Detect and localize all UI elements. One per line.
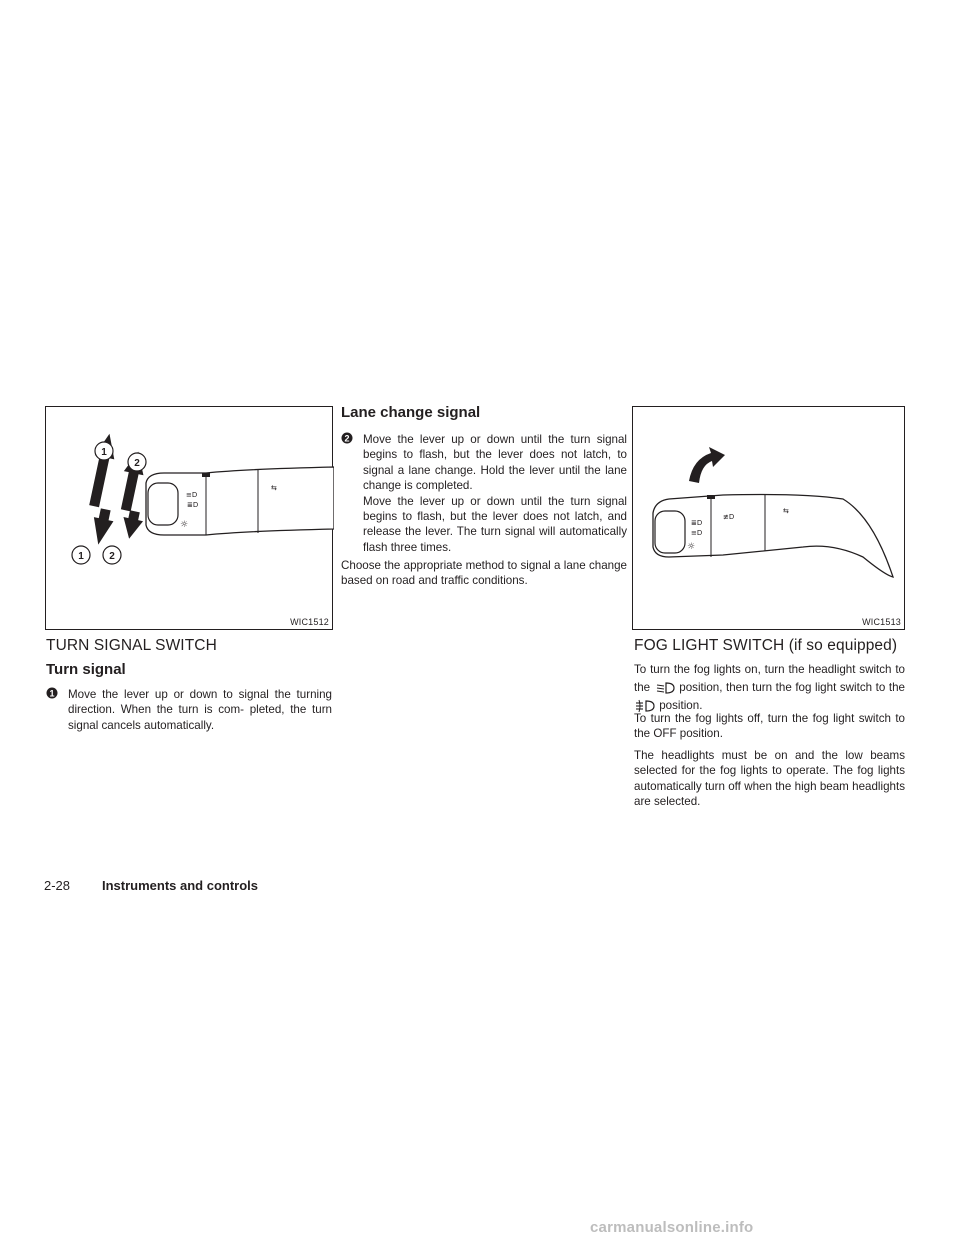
section-title-turn-signal-switch: TURN SIGNAL SWITCH [46, 637, 217, 654]
svg-text:1: 1 [49, 688, 55, 699]
step-1-marker-icon [46, 687, 58, 699]
figure-fog-light [632, 406, 905, 630]
page-number: 2-28 [44, 878, 71, 893]
subsection-title-lane-change: Lane change signal [341, 404, 481, 421]
svg-text:≢D: ≢D [723, 513, 735, 521]
label-2-bottom [103, 546, 121, 564]
svg-text:1: 1 [78, 551, 84, 562]
low-beam-icon [654, 682, 676, 694]
turn-signal-lever-illustration [46, 407, 334, 631]
fog-light-lever-illustration [633, 407, 906, 631]
fog-light-paragraph-2: To turn the fog lights off, turn the fog light switch to the OFF position. [634, 712, 905, 741]
label-2-top [128, 453, 146, 471]
step-2-text-a: Move the lever up or down until the turn signal begins to flash, but the lever does not latch, to signal a lane change. Hold the lever until the lane change is completed. [363, 433, 627, 493]
fog-light-p1-part-a: To turn the fog lights on, turn the headlight switch to the [634, 663, 905, 694]
figure-turn-signal [45, 406, 333, 630]
svg-text:2: 2 [134, 458, 140, 469]
section-title-fog-light-switch: FOG LIGHT SWITCH (if so equipped) [634, 637, 898, 654]
step-2-text-b: Move the lever up or down until the turn signal begins to flash, but the lever does not latch, and release the lever. The turn signal will automatically flash three times. [363, 494, 627, 554]
fog-light-p1-part-c: position. [659, 699, 703, 712]
svg-text:☼: ☼ [180, 520, 189, 530]
label-1-bottom [72, 546, 90, 564]
fog-light-p1-part-b: position, then turn the fog light switch to the [679, 681, 905, 694]
fog-light-paragraph-3: The headlights must be on and the low beams selected for the fog lights to operate. The fog lights automatically turn off when the high beam headlights are selected. [634, 749, 905, 809]
svg-text:≣D: ≣D [691, 519, 703, 527]
lane-change-note: Choose the appropriate method to signal a lane change based on road and traffic conditions. [341, 559, 627, 588]
svg-text:⇆: ⇆ [783, 507, 789, 515]
step-2 [341, 432, 627, 555]
step-1-text: Move the lever up or down to signal the turning direction. When the turn is com- pleted, the turn signal cancels automatically. [68, 688, 332, 732]
svg-text:≣D: ≣D [187, 501, 199, 509]
subsection-title-turn-signal: Turn signal [46, 661, 126, 678]
svg-text:2: 2 [109, 551, 115, 562]
svg-text:1: 1 [101, 447, 107, 458]
svg-text:2: 2 [344, 433, 350, 444]
svg-text:☼: ☼ [687, 542, 696, 552]
fog-light-paragraph-1 [634, 661, 905, 715]
label-1-top [95, 442, 113, 460]
svg-text:⇆: ⇆ [271, 484, 277, 492]
figure-code: WIC1512 [290, 617, 329, 627]
watermark: carmanualsonline.info [590, 1219, 754, 1236]
figure-code: WIC1513 [862, 617, 901, 627]
section-name: Instruments and controls [102, 878, 259, 893]
svg-text:≡D: ≡D [691, 529, 703, 537]
step-2-marker-icon [341, 432, 353, 444]
svg-text:≡D: ≡D [186, 491, 198, 499]
step-1 [46, 687, 332, 733]
